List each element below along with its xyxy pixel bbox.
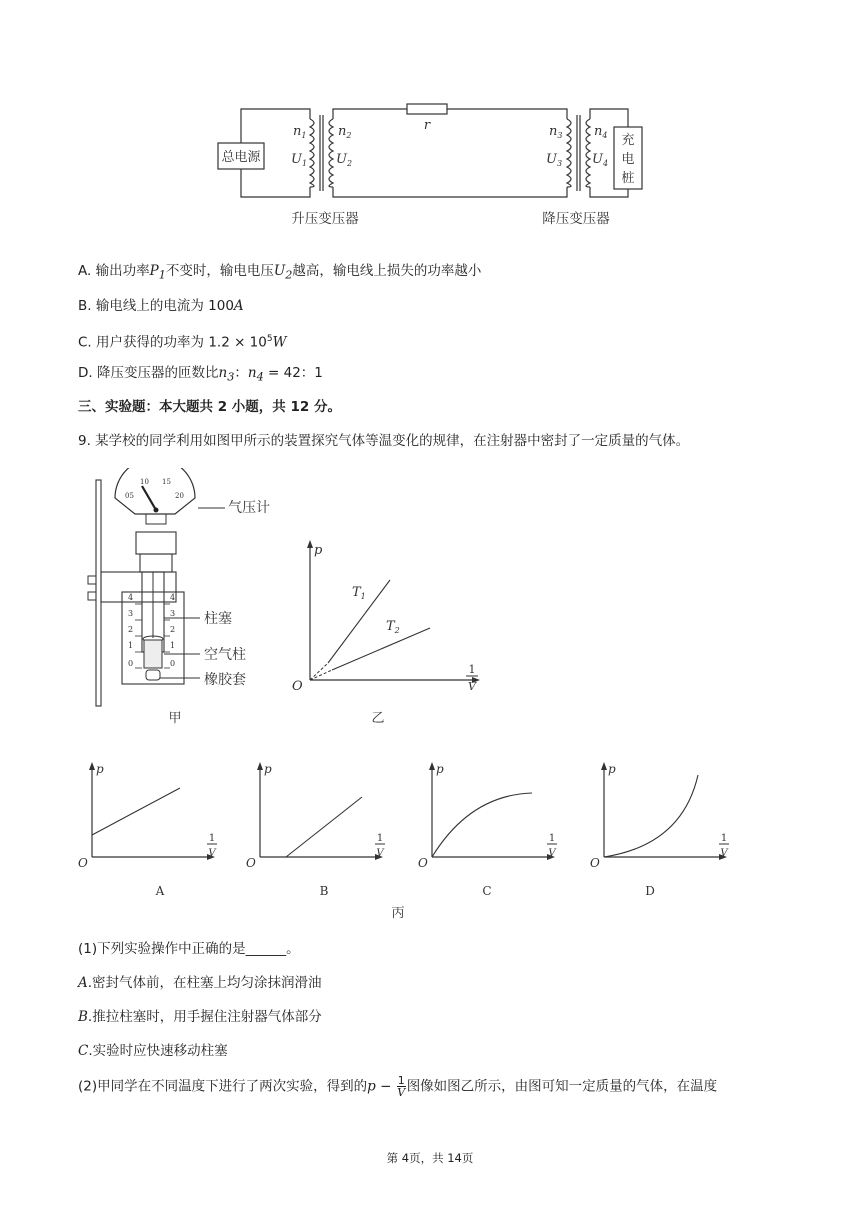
t2-label: $T_2$ (386, 619, 400, 635)
graph-yi-xlabel-num: 1 (468, 663, 476, 676)
scale-tick-0-right: 0 (170, 659, 176, 668)
dial-tick-15: 15 (162, 478, 171, 486)
question-9-stem: 9. 某学校的同学利用如图甲所示的装置探究气体等温变化的规律，在注射器中密封了一定质量的气体。 (78, 433, 690, 449)
scale-tick-2-left: 2 (128, 625, 134, 634)
scale-tick-2-right: 2 (170, 625, 176, 634)
graph-a-xlabel-den: V (208, 848, 216, 859)
graph-d-label: D (645, 884, 655, 898)
graph-c-curve (432, 793, 532, 857)
n2-label: $n_2$ (338, 124, 352, 140)
graph-a-origin: O (78, 856, 88, 870)
transmission-circuit-diagram (210, 95, 660, 235)
graph-c (418, 762, 557, 898)
power-source-label: 总电源 (221, 150, 261, 165)
dial-tick-20: 20 (175, 492, 184, 500)
graph-c-label: C (482, 884, 492, 898)
scale-tick-4-left: 4 (128, 593, 134, 602)
u4-label: $U_4$ (592, 152, 609, 168)
air-column-label: 空气柱 (204, 647, 246, 663)
figure-jia-caption: 甲 (168, 711, 182, 726)
plunger-label: 柱塞 (204, 611, 232, 627)
scale-tick-1-right: 1 (170, 641, 176, 650)
graph-b-label: B (319, 884, 329, 898)
line-resistor (407, 104, 447, 114)
u1-label: $U_1$ (291, 152, 308, 168)
stepup-secondary-coil (329, 119, 333, 187)
stepdown-secondary-coil (586, 119, 590, 187)
rubber-cap (146, 670, 160, 680)
scale-tick-0-left: 0 (128, 659, 134, 668)
scale-tick-1-left: 1 (128, 641, 134, 650)
graph-c-origin: O (418, 856, 428, 870)
u3-label: $U_3$ (546, 152, 563, 168)
graph-c-ylabel: p (436, 762, 444, 776)
resistor-label: r (423, 118, 431, 133)
figure-bing-caption: 丙 (391, 906, 405, 921)
rubber-cap-label: 橡胶套 (204, 672, 246, 688)
graph-a (78, 762, 217, 898)
sub1-option-a: A.密封气体前，在柱塞上均匀涂抹润滑油 (78, 975, 322, 991)
graph-b-xlabel-den: V (376, 848, 384, 859)
graph-b-origin: O (246, 856, 256, 870)
gauge-needle (142, 486, 156, 510)
option-b: B. 输电线上的电流为 100A (78, 298, 244, 314)
graph-yi-xlabel-den: V (468, 680, 476, 693)
graph-yi-origin: O (292, 679, 303, 694)
scale-tick-3-left: 3 (128, 609, 134, 618)
n4-label: $n_4$ (594, 124, 608, 140)
charger-label-1: 充 (621, 133, 635, 148)
sub-question-1: (1)下列实验操作中正确的是______。 (78, 941, 300, 957)
stepdown-transformer-label: 降压变压器 (542, 211, 610, 227)
dial-tick-10: 10 (140, 478, 149, 486)
graph-a-line (92, 788, 180, 835)
stepdown-primary-coil (567, 119, 571, 187)
option-c: C. 用户获得的功率为 $1.2 \times 10^5W$ (78, 334, 287, 351)
clamp-screw (88, 576, 96, 584)
option-d: D. 降压变压器的匝数比$n_3$：$n_4 = 42$：1 (78, 365, 323, 384)
graph-yi-ylabel: p (314, 543, 323, 558)
sub-question-2: (2)甲同学在不同温度下进行了两次实验，得到的p − $\frac{1}{V}$ 图像如图乙所示，由图可知一定质量的气体，在温度 (78, 1074, 718, 1099)
graph-a-label: A (155, 884, 165, 898)
n3-label: $n_3$ (549, 124, 563, 140)
graph-a-ylabel: p (96, 762, 104, 776)
section-title: 三、实验题：本大题共 2 小题，共 12 分。 (78, 399, 341, 415)
graph-c-xlabel-den: V (548, 848, 556, 859)
charger-label-2: 电 (621, 152, 635, 167)
line-t2 (332, 628, 430, 670)
stepup-transformer-label: 升压变压器 (291, 211, 359, 227)
graph-d-origin: O (590, 856, 600, 870)
scale-tick-4-right: 4 (170, 593, 176, 602)
figure-yi-caption: 乙 (371, 711, 385, 726)
graph-d-xlabel-num: 1 (720, 833, 728, 844)
option-a: A. 输出功率$P_1$不变时，输电电压$U_2$越高，输电线上损失的功率越小 (78, 263, 482, 282)
n1-label: $n_1$ (293, 124, 307, 140)
graph-yi (280, 530, 500, 730)
pressure-gauge (115, 468, 195, 524)
graph-b-ylabel: p (264, 762, 272, 776)
stepup-primary-coil (310, 119, 314, 187)
apparatus-figure (80, 468, 280, 730)
t1-label: $T_1$ (352, 585, 366, 601)
sub1-option-c: C.实验时应快速移动柱塞 (78, 1043, 228, 1059)
graph-b-xlabel-num: 1 (376, 833, 384, 844)
fraction-1-over-v: $\frac{1}{V}$ (397, 1074, 406, 1099)
graph-d (590, 762, 729, 898)
graph-d-ylabel: p (608, 762, 616, 776)
charger-label-3: 桩 (621, 171, 635, 186)
scale-tick-3-right: 3 (170, 609, 176, 618)
clamp-screw (88, 592, 96, 600)
graph-d-xlabel-den: V (720, 848, 728, 859)
graphs-bing (70, 755, 760, 925)
gauge-label: 气压计 (228, 500, 270, 516)
graph-d-curve (604, 775, 698, 857)
dial-tick-05: 05 (125, 492, 134, 500)
graph-a-xlabel-num: 1 (208, 833, 216, 844)
page-footer: 第 4页，共 14页 (386, 1151, 474, 1165)
u2-label: $U_2$ (336, 152, 353, 168)
sub1-option-b: B.推拉柱塞时，用手握住注射器气体部分 (78, 1009, 322, 1025)
graph-b-line (286, 797, 362, 857)
graph-c-xlabel-num: 1 (548, 833, 556, 844)
graph-b (246, 762, 385, 898)
